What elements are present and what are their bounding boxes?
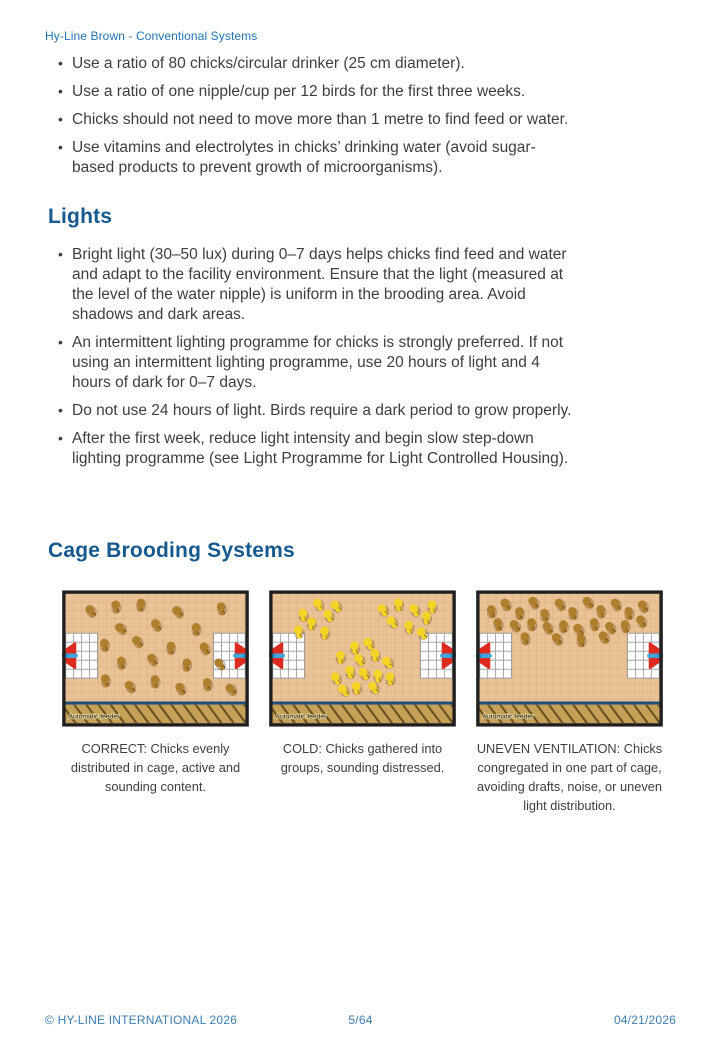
feeder-label: Automatic feeder xyxy=(482,713,534,721)
feeder-label: Automatic feeder xyxy=(275,713,327,721)
cage-diagram-svg xyxy=(476,590,663,727)
cage-caption-uneven-ventilation: UNEVEN VENTILATION: Chicks congregated in one part of cage, avoiding drafts, noise, or uneven light distribution. xyxy=(476,741,663,813)
footer-page-number: 5/64 xyxy=(348,1013,373,1027)
intro-bullet-list xyxy=(0,54,577,178)
cage-figure-correct xyxy=(62,590,249,815)
bullet-item: • Use vitamins and electrolytes in chicks’ drinking water (avoid sugar-based products to prevent growth of microorganisms). xyxy=(72,138,577,178)
section-title-cage-brooding: Cage Brooding Systems xyxy=(48,539,295,562)
bullet-item: • Use a ratio of one nipple/cup per 12 birds for the first three weeks. xyxy=(72,82,577,102)
cage-diagram-svg xyxy=(62,590,249,727)
feeder-label: Automatic feeder xyxy=(68,713,120,721)
bullet-item: • Bright light (30–50 lux) during 0–7 days helps chicks find feed and water and adapt to the facility environment. Ensure that the light (measured at the level of the water nipple) is uniform in the brooding area. Avoid shadows and dark areas. xyxy=(72,245,577,325)
cage-diagram-correct xyxy=(62,590,249,727)
bullet-item: • Use a ratio of 80 chicks/circular drinker (25 cm diameter). xyxy=(72,54,577,74)
cage-diagram-uneven-ventilation xyxy=(476,590,663,727)
bullet-item: • After the first week, reduce light intensity and begin slow step-down lighting programme (see Light Programme for Light Controlled Housing). xyxy=(72,429,577,469)
footer-date: 04/21/2026 xyxy=(613,1013,676,1027)
cage-diagram-svg xyxy=(269,590,456,727)
bullet-item: • Chicks should not need to move more than 1 metre to find feed or water. xyxy=(72,110,577,130)
page-footer xyxy=(45,1013,676,1027)
cage-caption-correct: CORRECT: Chicks evenly distributed in cage, active and sounding content. xyxy=(70,741,241,794)
cage-diagram-cold xyxy=(269,590,456,727)
footer-copyright: © HY-LINE INTERNATIONAL 2026 xyxy=(45,1013,238,1027)
cage-figures-row xyxy=(62,590,663,815)
cage-figure-cold xyxy=(269,590,456,815)
lights-bullet-list xyxy=(0,245,577,469)
section-title-lights: Lights xyxy=(48,205,113,228)
bullet-item: • Do not use 24 hours of light. Birds require a dark period to grow properly. xyxy=(72,401,577,421)
bullet-item: • An intermittent lighting programme for chicks is strongly preferred. If not using an intermittent lighting programme, use 20 hours of light and 4 hours of dark for 0–7 days. xyxy=(72,333,577,393)
cage-caption-cold: COLD: Chicks gathered into groups, sounding distressed. xyxy=(280,741,445,775)
breadcrumb: Hy-Line Brown - Conventional Systems xyxy=(45,29,258,43)
cage-figure-uneven-ventilation xyxy=(476,590,663,815)
